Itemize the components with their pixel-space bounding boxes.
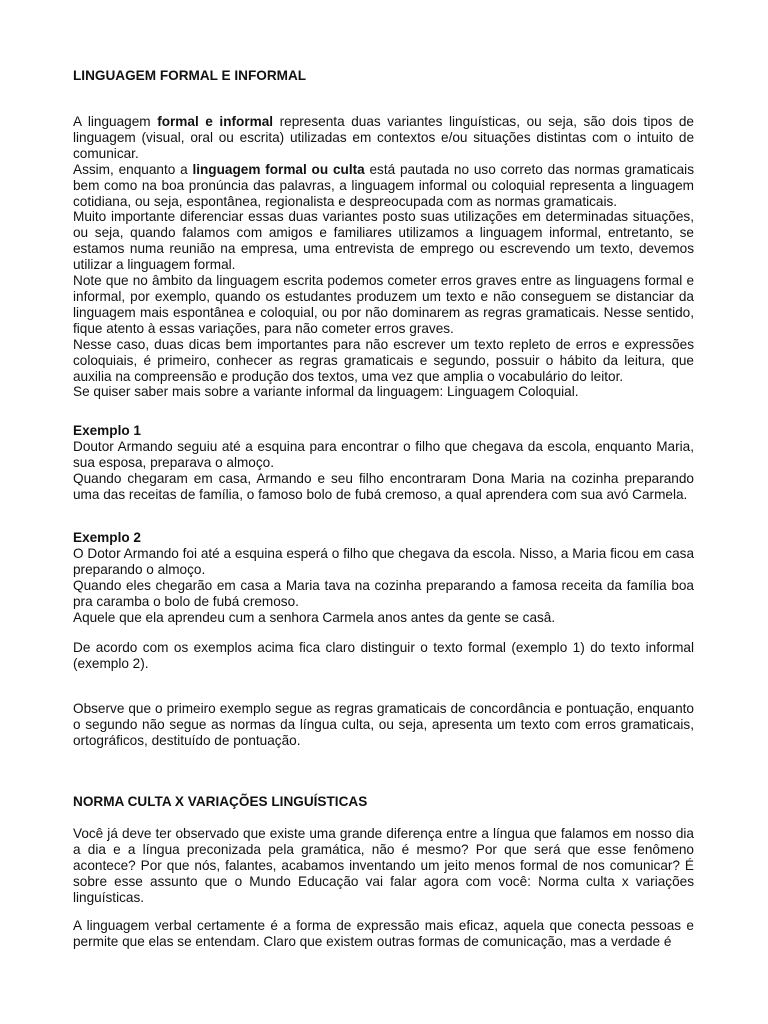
example-2-title: Exemplo 2 (73, 530, 141, 545)
emphasis: formal e informal (157, 114, 274, 129)
paragraph: Você já deve ter observado que existe uma grande diferença entre a língua que falamos em nosso dia a dia e a língua preconizada pela gramática, não é mesmo? Por que será que esse fenômeno acontece? Por que nós, falantes, acabamos inventando um jeito menos formal de nos comunicar? É sobre esse assunto que o Mundo Educação vai falar agora com você: Norma culta x variações linguísticas. (73, 826, 694, 905)
paragraph: Nesse caso, duas dicas bem importantes para não escrever um texto repleto de erros e expressões coloquiais, é primeiro, conhecer as regras gramaticais e segundo, possuir o hábito da leitura, que auxilia na compreensão e produção dos textos, uma vez que amplia o vocabulário do leitor. (73, 336, 694, 384)
paragraph: Quando chegaram em casa, Armando e seu filho encontraram Dona Maria na cozinha preparando uma das receitas de família, o famoso bolo de fubá cremoso, a qual aprendera com sua avó Carmela. (73, 470, 694, 502)
example-1-title: Exemplo 1 (73, 423, 141, 438)
paragraph: A linguagem verbal certamente é a forma de expressão mais eficaz, aquela que conecta pessoas e permite que elas se entendam. Claro que existem outras formas de comunicação, mas a verdade é (73, 918, 694, 949)
example-2 (73, 530, 694, 625)
observe-block (73, 701, 694, 749)
paragraph: A linguagem formal e informal representa duas variantes linguísticas, ou seja, são dois tipos de linguagem (visual, oral ou escrita) utilizadas em contextos e/ou situações distintas com o intuito de comunicar. (73, 114, 694, 161)
section-title-formal-informal: LINGUAGEM FORMAL E INFORMAL (73, 68, 307, 83)
paragraph: Quando eles chegarão em casa a Maria tava na cozinha preparando a famosa receita da família boa pra caramba o bolo de fubá cremoso. (73, 577, 694, 609)
paragraph: Aquele que ela aprendeu cum a senhora Carmela anos antes da gente se casâ. (73, 609, 556, 625)
paragraph: De acordo com os exemplos acima fica claro distinguir o texto formal (exemplo 1) do texto informal (exemplo 2). (73, 640, 694, 671)
paragraph: Assim, enquanto a linguagem formal ou culta está pautada no uso correto das normas gramaticais bem como na boa pronúncia das palavras, a linguagem informal ou coloquial representa a linguagem cotidiana, ou seja, espontânea, regionalista e despreocupada com as normas gramaticais. (73, 161, 694, 209)
paragraph: Se quiser saber mais sobre a variante informal da linguagem: Linguagem Coloquial. (73, 384, 579, 400)
section-body-norma-culta (73, 826, 694, 906)
section-body-norma-culta-2 (73, 918, 694, 950)
paragraph: Observe que o primeiro exemplo segue as regras gramaticais de concordância e pontuação, enquanto o segundo não segue as normas da língua culta, ou seja, apresenta um texto com erros gramaticais, ortográficos, destituído de pontuação. (73, 701, 694, 748)
paragraph: Note que no âmbito da linguagem escrita podemos cometer erros graves entre as linguagens formal e informal, por exemplo, quando os estudantes produzem um texto e não conseguem se distanciar da linguagem mais espontânea e coloquial, ou por não dominarem as regras gramaticais. Nesse sentido, fique atento à essas variações, para não cometer erros graves. (73, 273, 694, 336)
section-title-norma-culta: NORMA CULTA X VARIAÇÕES LINGUÍSTICAS (73, 794, 368, 809)
paragraph: O Dotor Armando foi até a esquina esperá o filho que chegava da escola. Nisso, a Maria ficou em casa preparando o almoço. (73, 545, 694, 577)
paragraph: Muito importante diferenciar essas duas variantes posto suas utilizações em determinadas situações, ou seja, quando falamos com amigos e familiares utilizamos a linguagem informal, entretanto, se estamos numa reunião na empresa, uma entrevista de emprego ou escrevendo um texto, devemos utilizar a linguagem formal. (73, 209, 694, 273)
paragraph: Doutor Armando seguiu até a esquina para encontrar o filho que chegava da escola, enquanto Maria, sua esposa, preparava o almoço. (73, 438, 694, 470)
example-1 (73, 423, 694, 503)
section-body-formal-informal (73, 114, 694, 400)
conclusion-block (73, 640, 694, 672)
emphasis: linguagem formal ou culta (192, 161, 365, 177)
